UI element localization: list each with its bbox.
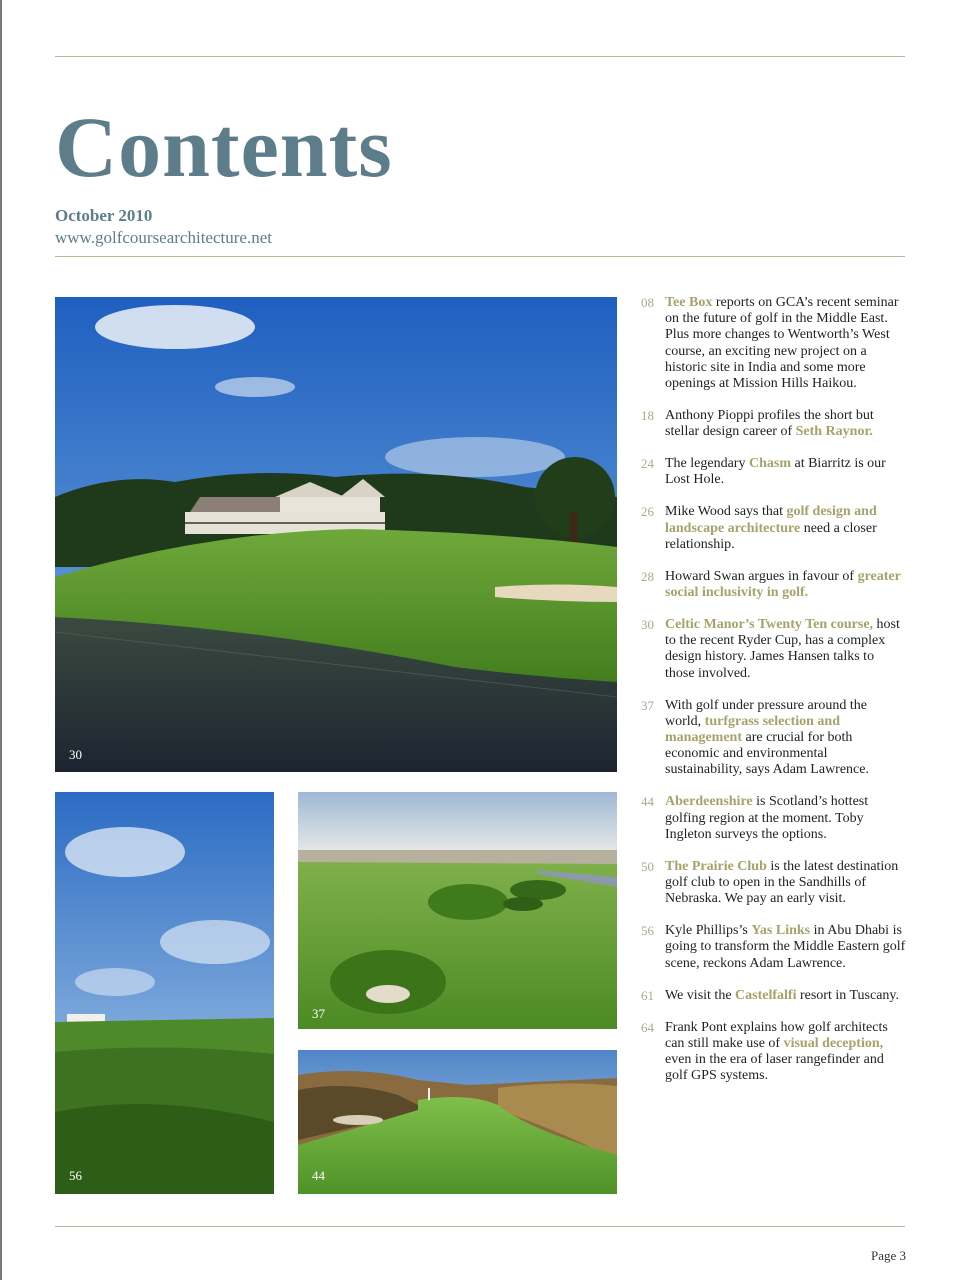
entry-body: need a closer relationship. <box>665 520 877 552</box>
entry-text <box>665 988 906 1004</box>
contents-entry[interactable] <box>641 456 906 488</box>
entry-body: We visit the <box>665 987 736 1003</box>
contents-entry[interactable] <box>641 504 906 553</box>
entry-page-number: 30 <box>641 617 654 633</box>
entry-text <box>665 794 906 843</box>
contents-entry[interactable] <box>641 859 906 908</box>
footer-rule <box>55 1226 905 1227</box>
contents-entry[interactable] <box>641 408 906 440</box>
entry-body: is Scotland’s hottest golfing region at the moment. Toby Ingleton surveys the options. <box>665 794 869 842</box>
entry-highlight: Celtic Manor’s Twenty Ten course, <box>665 617 874 633</box>
entry-body: is the latest destination golf club to open in the Sandhills of Nebraska. We pay an early visit. <box>665 858 899 907</box>
entry-highlight: turfgrass selection and management <box>665 713 840 746</box>
entry-text <box>665 698 906 779</box>
photo-page-number: 44 <box>312 1168 325 1183</box>
entry-text <box>665 504 906 553</box>
entry-highlight: golf design and landscape architecture <box>665 504 877 536</box>
entry-body: at Biarritz is our Lost Hole. <box>665 456 886 488</box>
entry-body: Anthony Pioppi profiles the short but stellar design career of <box>665 408 874 440</box>
contents-entry[interactable] <box>641 923 906 972</box>
entry-page-number: 56 <box>641 923 654 939</box>
entry-highlight: Tee Box <box>665 295 713 310</box>
contents-list <box>641 295 906 1100</box>
entry-page-number: 44 <box>641 794 654 810</box>
contents-entry[interactable] <box>641 617 906 682</box>
entry-body: With golf under pressure around the world, <box>665 697 867 729</box>
bunkers-green-photo <box>298 792 617 1029</box>
entry-body: resort in Tuscany. <box>796 987 900 1003</box>
photo-page-number: 56 <box>69 1168 82 1183</box>
entry-body: Frank Pont explains how golf architects can still make use of <box>665 1019 888 1051</box>
contents-entry[interactable] <box>641 988 906 1004</box>
entry-highlight: Yas Links <box>751 923 811 939</box>
entry-highlight: visual deception, <box>783 1035 884 1051</box>
entry-body: reports on GCA’s recent seminar on the future of golf in the Middle East. Plus more changes to Wentworth’s West course, an exciting new project on a historic site in India and some more openings at Mission Hills Haikou. <box>665 295 899 392</box>
contents-entry[interactable] <box>641 794 906 843</box>
fairway-dunes-photo <box>298 1050 617 1194</box>
photo-page-number: 37 <box>312 1006 325 1021</box>
contents-entry[interactable] <box>641 1020 906 1085</box>
entry-body: Mike Wood says that <box>665 504 787 520</box>
issue-date: October 2010 <box>55 206 153 225</box>
entry-body: even in the era of laser rangefinder and golf GPS systems. <box>665 1052 884 1084</box>
entry-page-number: 28 <box>641 568 654 584</box>
entry-page-number: 24 <box>641 456 654 472</box>
header-rule <box>55 256 905 257</box>
entry-highlight: Chasm <box>748 456 791 472</box>
page-title: Contents <box>55 99 393 195</box>
entry-page-number: 50 <box>641 858 654 874</box>
entry-highlight: Castelfalfi <box>735 987 797 1003</box>
photo-page-number: 30 <box>69 747 82 762</box>
contents-entry[interactable] <box>641 698 906 779</box>
entry-body: Kyle Phillips’s <box>665 923 752 939</box>
contents-entry[interactable] <box>641 569 906 601</box>
entry-text <box>665 408 906 440</box>
entry-page-number: 61 <box>641 987 654 1003</box>
entry-body: The legendary <box>665 456 749 472</box>
page-spine <box>0 0 2 1280</box>
entry-highlight: The Prairie Club <box>665 858 767 874</box>
entry-body: host to the recent Ryder Cup, has a complex design history. James Hansen talks to those involved. <box>665 617 900 681</box>
top-rule <box>55 56 905 57</box>
contents-entry[interactable] <box>641 295 906 392</box>
links-sky-photo <box>55 792 274 1194</box>
entry-page-number: 64 <box>641 1019 654 1035</box>
entry-text <box>665 923 906 972</box>
website-url[interactable]: www.golfcoursearchitecture.net <box>55 228 272 247</box>
entry-page-number: 37 <box>641 697 654 713</box>
clubhouse-lake-photo <box>55 297 617 772</box>
entry-highlight: greater social inclusivity in golf. <box>665 568 901 601</box>
entry-text <box>665 1020 906 1085</box>
entry-text <box>665 569 906 601</box>
entry-text <box>665 859 906 908</box>
entry-page-number: 08 <box>641 295 654 310</box>
entry-body: Howard Swan argues in favour of <box>665 568 858 584</box>
entry-text <box>665 617 906 682</box>
entry-page-number: 18 <box>641 408 654 424</box>
entry-highlight: Seth Raynor. <box>795 424 873 440</box>
entry-highlight: Aberdeenshire <box>665 794 753 810</box>
entry-text <box>665 456 906 488</box>
entry-page-number: 26 <box>641 504 654 520</box>
entry-text <box>665 295 906 392</box>
entry-body: are crucial for both economic and environmental sustainability, says Adam Lawrence. <box>665 730 869 778</box>
entry-body: in Abu Dhabi is going to transform the Middle Eastern golf scene, reckons Adam Lawrence. <box>665 923 906 971</box>
page-number: Page 3 <box>870 1248 906 1263</box>
